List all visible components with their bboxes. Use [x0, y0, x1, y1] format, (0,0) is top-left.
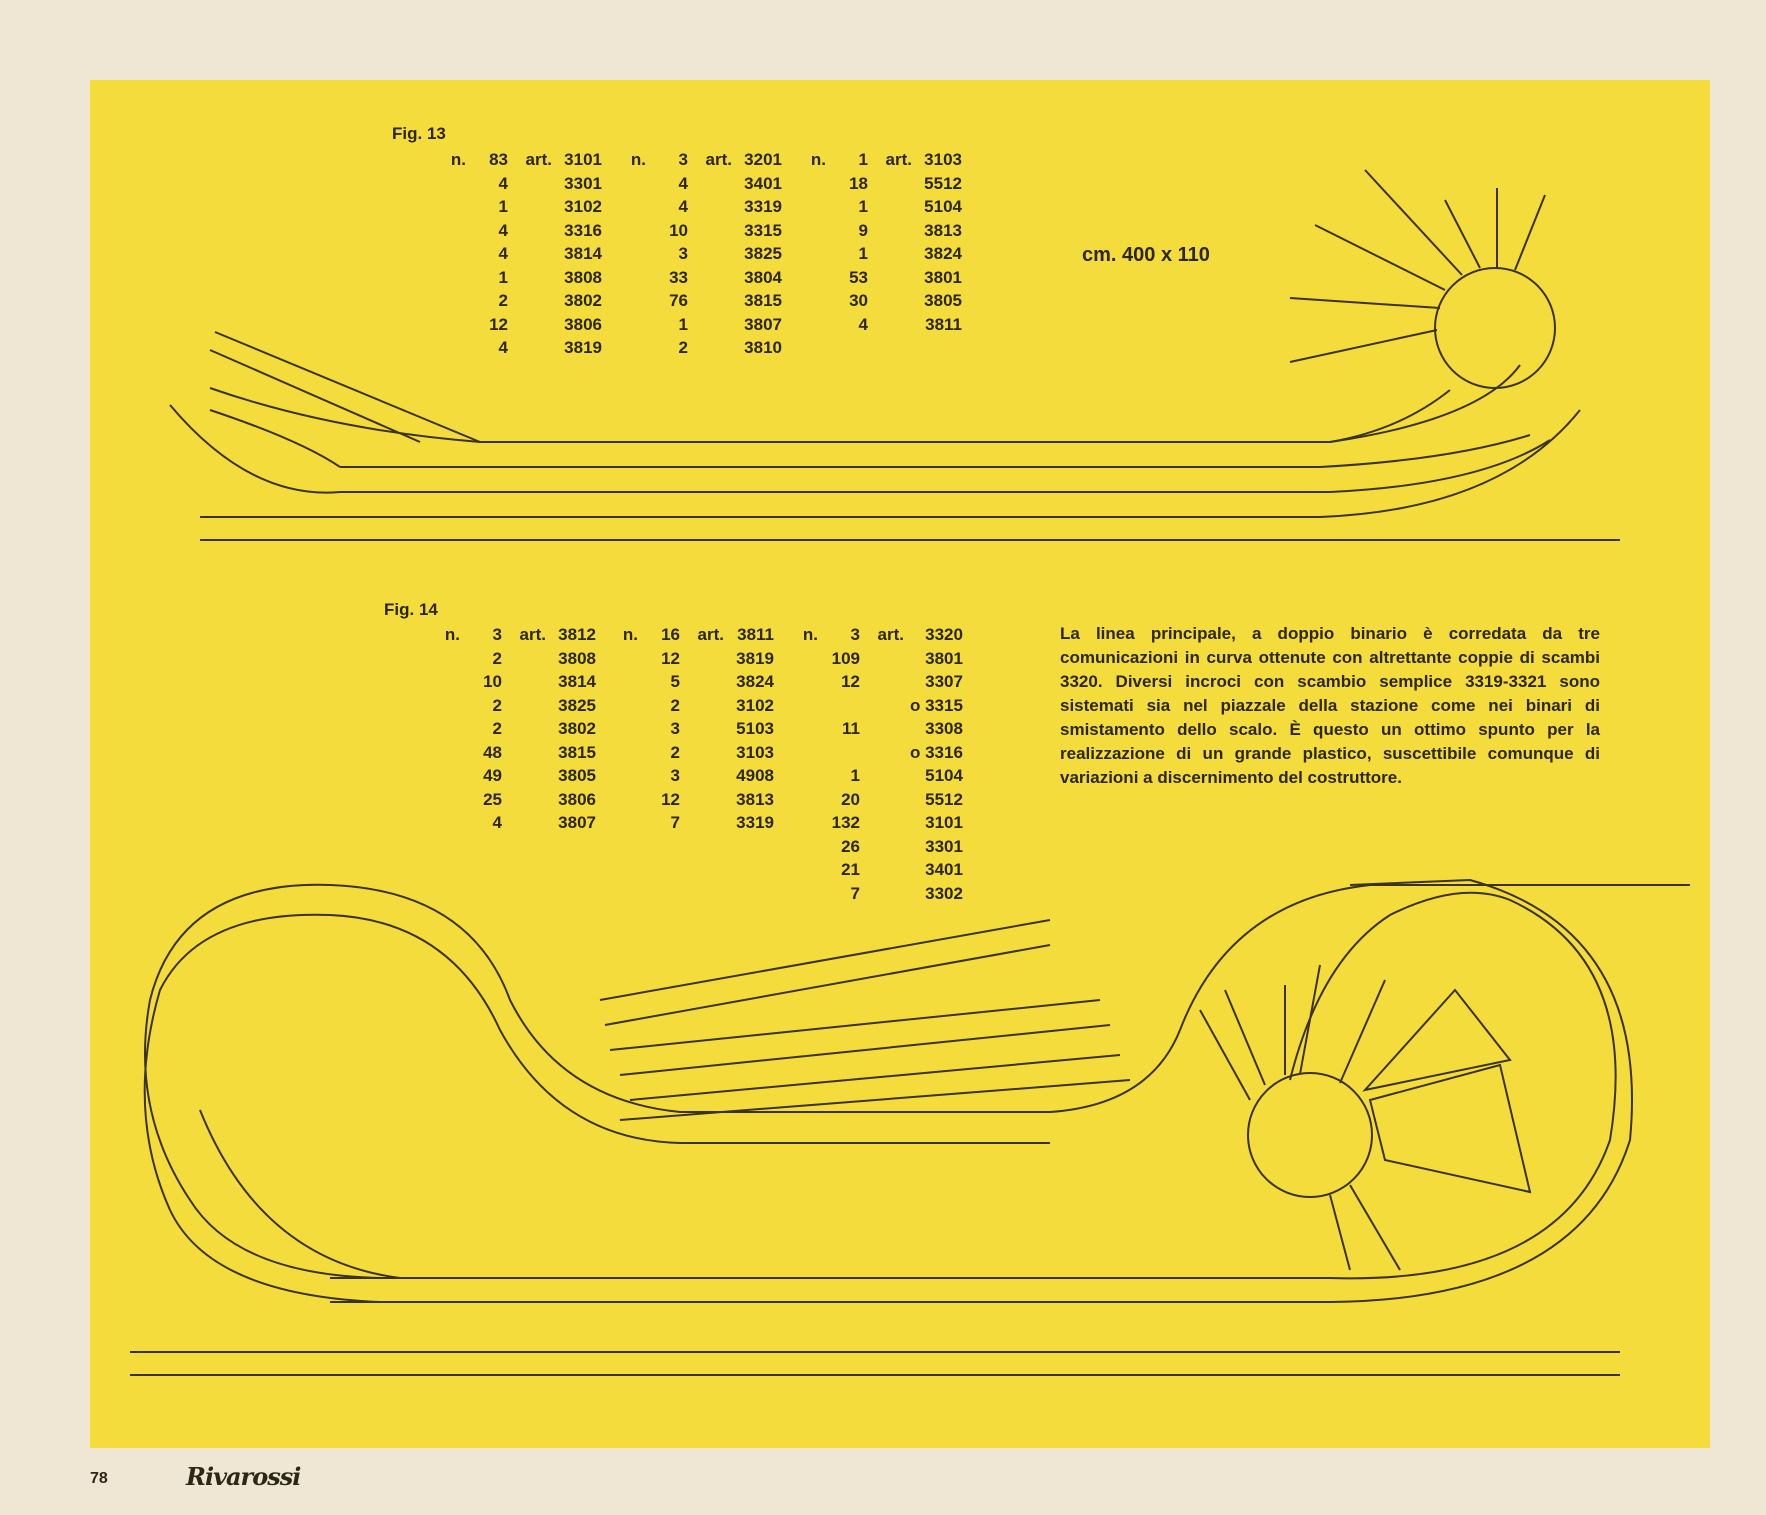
- art-value: 3302: [925, 883, 963, 903]
- qty-value: 2: [670, 742, 680, 762]
- art-value: 5512: [924, 173, 962, 193]
- art-value: 3815: [558, 742, 596, 762]
- qty-value: 4: [498, 173, 508, 193]
- fig13-track-diagram: [170, 170, 1620, 540]
- art-label: art.: [697, 625, 724, 644]
- art-value: o 3316: [910, 742, 963, 762]
- fig14-track-diagram: [130, 880, 1690, 1375]
- qty-value: 33: [669, 267, 688, 287]
- art-value: 3824: [736, 672, 774, 691]
- qty-value: 12: [661, 648, 680, 668]
- art-value: 3301: [564, 173, 602, 193]
- qty-value: 7: [850, 883, 860, 903]
- art-value: 3813: [924, 220, 962, 240]
- art-value: 3802: [558, 719, 596, 738]
- art-value: 3801: [925, 648, 963, 668]
- qty-value: 2: [670, 695, 680, 715]
- art-value: 3804: [744, 267, 782, 287]
- qty-label: n.: [810, 150, 826, 169]
- qty-value: 2: [498, 291, 508, 310]
- qty-value: 10: [669, 220, 688, 240]
- qty-value: 3: [678, 150, 688, 169]
- qty-value: 3: [678, 244, 688, 263]
- art-value: 3308: [925, 719, 963, 738]
- qty-value: 10: [483, 672, 502, 691]
- qty-value: 2: [492, 648, 502, 668]
- art-value: 3807: [558, 813, 596, 832]
- art-value: 3811: [925, 314, 962, 334]
- art-value: 3315: [744, 220, 782, 240]
- qty-value: 12: [841, 672, 860, 691]
- art-value: 3103: [924, 150, 962, 169]
- art-value: 3801: [924, 267, 962, 287]
- qty-value: 21: [841, 860, 860, 879]
- art-value: 3808: [558, 648, 596, 668]
- qty-value: 132: [831, 813, 860, 832]
- art-value: 3301: [925, 836, 963, 856]
- art-label: art.: [877, 625, 904, 644]
- qty-value: 16: [661, 625, 680, 644]
- qty-value: 30: [849, 291, 868, 310]
- qty-value: 18: [849, 173, 868, 193]
- art-value: 3814: [558, 672, 596, 691]
- qty-value: 4: [498, 338, 508, 357]
- art-value: 3103: [736, 742, 774, 762]
- qty-label: n.: [450, 150, 466, 169]
- qty-value: 12: [661, 789, 680, 809]
- art-value: 3806: [564, 314, 602, 334]
- qty-value: 53: [849, 267, 868, 287]
- fig14-title: Fig. 14: [384, 600, 438, 619]
- qty-value: 3: [492, 625, 502, 644]
- qty-value: 76: [669, 291, 688, 310]
- qty-value: 7: [670, 813, 680, 832]
- art-value: 3811: [737, 625, 774, 644]
- qty-value: 1: [858, 197, 868, 216]
- qty-value: 25: [483, 789, 502, 809]
- art-label: art.: [525, 150, 552, 169]
- qty-value: 48: [483, 742, 502, 762]
- qty-value: 2: [492, 719, 502, 738]
- qty-label: n.: [622, 625, 638, 644]
- art-value: 3319: [736, 813, 774, 832]
- qty-value: 11: [842, 719, 860, 738]
- fig13-title: Fig. 13: [392, 124, 446, 143]
- qty-value: 1: [498, 267, 508, 287]
- qty-value: 4: [498, 220, 508, 240]
- art-value: 5512: [925, 789, 963, 809]
- art-value: 5103: [736, 719, 774, 738]
- art-label: art.: [705, 150, 732, 169]
- qty-value: 4: [492, 813, 502, 832]
- qty-value: 1: [678, 314, 688, 334]
- art-label: art.: [519, 625, 546, 644]
- fig13-dimensions: cm. 400 x 110: [1082, 244, 1210, 266]
- qty-value: 12: [489, 314, 508, 334]
- qty-value: 9: [858, 220, 868, 240]
- qty-label: n.: [802, 625, 818, 644]
- art-value: 3316: [564, 220, 602, 240]
- qty-value: 1: [858, 150, 868, 169]
- page-number: 78: [90, 1470, 108, 1487]
- brand-logo: Rivarossi: [186, 1462, 301, 1491]
- qty-value: 5: [670, 672, 680, 691]
- qty-value: 1: [850, 766, 860, 785]
- qty-value: 3: [670, 719, 680, 738]
- qty-value: 83: [489, 150, 508, 169]
- art-value: 3101: [564, 150, 602, 169]
- art-value: 3805: [558, 766, 596, 785]
- fig14-description: La linea principale, a doppio binario è corredata da tre comunicazioni in curva ottenute con altrettante coppie di scambi 3320. Diversi incroci con scambio semplice 3319-3321 sono sistemati sia nel piazzale della stazione come nei binari di smistamento dello scalo. È questo un ottimo spunto per la realizzazione di un grande plastico, suscettibile comunque di variazioni a discernimento del costruttore.: [1060, 624, 1600, 787]
- art-value: 3813: [736, 789, 774, 809]
- qty-value: 49: [483, 766, 502, 785]
- art-value: 3319: [744, 197, 782, 216]
- art-value: 3812: [558, 625, 596, 644]
- art-value: 3824: [924, 244, 962, 263]
- art-value: 3807: [744, 314, 782, 334]
- art-value: 3825: [744, 244, 782, 263]
- qty-label: n.: [444, 625, 460, 644]
- art-value: 3802: [564, 291, 602, 310]
- qty-value: 109: [831, 648, 860, 668]
- art-value: 3201: [744, 150, 782, 169]
- qty-value: 2: [492, 695, 502, 715]
- art-value: 3101: [925, 813, 963, 832]
- art-label: art.: [885, 150, 912, 169]
- qty-label: n.: [630, 150, 646, 169]
- qty-value: 4: [858, 314, 868, 334]
- qty-value: 4: [678, 173, 688, 193]
- art-value: 3806: [558, 789, 596, 809]
- qty-value: 4: [678, 197, 688, 216]
- art-value: 5104: [925, 766, 963, 785]
- qty-value: 26: [841, 836, 860, 856]
- qty-value: 3: [670, 766, 680, 785]
- qty-value: 4: [498, 244, 508, 263]
- art-value: 3815: [744, 291, 782, 310]
- art-value: 5104: [924, 197, 962, 216]
- art-value: 3320: [925, 625, 963, 644]
- qty-value: 20: [841, 789, 860, 809]
- art-value: 3819: [564, 338, 602, 357]
- art-value: 3814: [564, 244, 602, 263]
- art-value: 3102: [564, 197, 602, 216]
- art-value: 3401: [925, 860, 963, 879]
- art-value: 3825: [558, 695, 596, 715]
- art-value: 3808: [564, 267, 602, 287]
- qty-value: 1: [858, 244, 868, 263]
- art-value: 3102: [736, 695, 774, 715]
- art-value: 3307: [925, 672, 963, 691]
- art-value: 3805: [924, 291, 962, 310]
- art-value: 3819: [736, 648, 774, 668]
- art-value: 3401: [744, 173, 782, 193]
- art-value: 4908: [736, 766, 774, 785]
- qty-value: 2: [678, 338, 688, 357]
- qty-value: 3: [850, 625, 860, 644]
- qty-value: 1: [498, 197, 508, 216]
- art-value: 3810: [744, 338, 782, 357]
- art-value: o 3315: [910, 695, 963, 715]
